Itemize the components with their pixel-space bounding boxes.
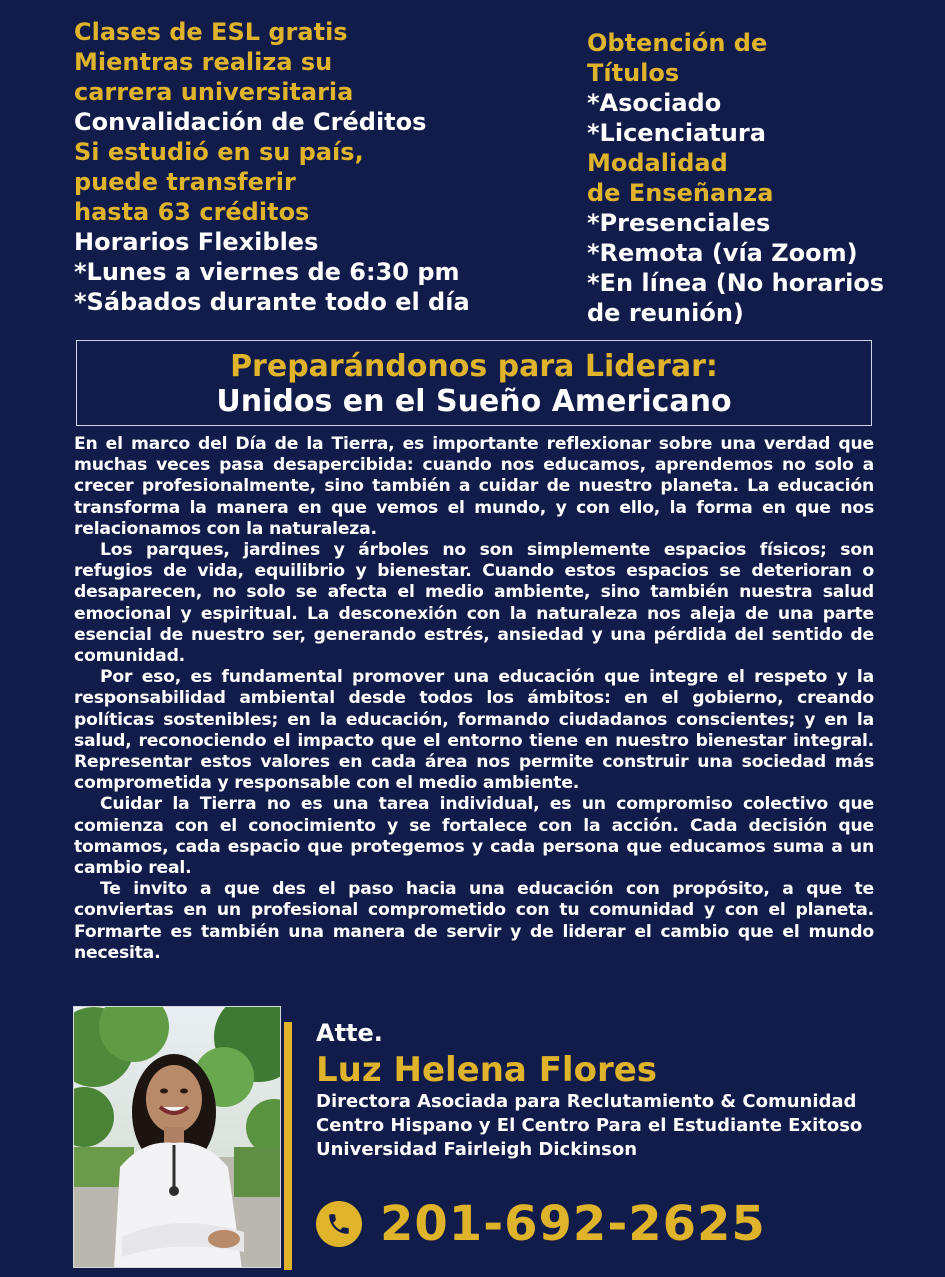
left-line: Clases de ESL gratis: [74, 18, 348, 46]
right-line: Títulos: [587, 59, 680, 87]
phone-icon: [316, 1201, 362, 1247]
right-line: *Asociado: [587, 89, 722, 117]
phone-number[interactable]: 201-692-2625: [380, 1196, 766, 1252]
left-info-column: [74, 17, 470, 317]
left-line: *Sábados durante todo el día: [74, 288, 470, 316]
left-line: puede transferir: [74, 168, 296, 196]
article-body: [74, 434, 874, 964]
headline-title: Preparándonos para Liderar:: [230, 349, 718, 384]
article-paragraph: Por eso, es fundamental promover una educación que integre el respeto y la responsabilidad ambiental desde todos los ámbitos: en el gobierno, creando políticas sostenibles; en la educación, formando ciudadanos conscientes; y en la salud, reconociendo el impacto que el entorno tiene en nuestro bienestar integral. Representar estos valores en cada área nos permite construir una sociedad más comprometida y responsable con el medio ambiente.: [74, 667, 874, 794]
right-line: Obtención de: [587, 29, 768, 57]
article-paragraph: En el marco del Día de la Tierra, es importante reflexionar sobre una verdad que muchas veces pasa desapercibida: cuando nos educamos, aprendemos no solo a crecer profesionalmente, sino también a cuidar de nuestro planeta. La educación transforma la manera en que vemos el mundo, y con ello, la forma en que nos relacionamos con la naturaleza.: [74, 434, 874, 539]
author-title: Directora Asociada para Reclutamiento & Comunidad: [316, 1091, 857, 1112]
author-university: Universidad Fairleigh Dickinson: [316, 1139, 638, 1160]
right-info-column: [587, 28, 884, 328]
author-photo: [73, 1006, 281, 1268]
right-line: Modalidad: [587, 149, 728, 177]
article-paragraph: Cuidar la Tierra no es una tarea individual, es un compromiso colectivo que comienza con el conocimiento y se fortalece con la acción. Cada decisión que tomamos, cada espacio que protegemos y cada persona que educamos suma a un cambio real.: [74, 794, 874, 879]
right-line: *Remota (vía Zoom): [587, 239, 858, 267]
salutation: Atte.: [316, 1019, 383, 1047]
left-line: hasta 63 créditos: [74, 198, 310, 226]
right-line: *Licenciatura: [587, 119, 766, 147]
left-line: Si estudió en su país,: [74, 138, 364, 166]
author-department: Centro Hispano y El Centro Para el Estudiante Exitoso: [316, 1115, 863, 1136]
right-line: de Enseñanza: [587, 179, 774, 207]
article-paragraph: Te invito a que des el paso hacia una educación con propósito, a que te conviertas en un profesional comprometido con tu comunidad y con el planeta. Formarte es también una manera de servir y de liderar el cambio que el mundo necesita.: [74, 879, 874, 963]
author-name: Luz Helena Flores: [316, 1050, 658, 1090]
headline-box: [76, 340, 872, 426]
divider-bar: [284, 1022, 292, 1270]
phone-contact: [316, 1194, 766, 1254]
signature-block: [316, 1018, 862, 1162]
left-line: carrera universitaria: [74, 78, 354, 106]
right-line: *En línea (No horarios: [587, 269, 885, 297]
article-paragraph: Los parques, jardines y árboles no son simplemente espacios físicos; son refugios de vida, equilibrio y bienestar. Cuando estos espacios se deterioran o desaparecen, no solo se afecta el medio ambiente, sino también nuestra salud emocional y espiritual. La desconexión con la naturaleza nos aleja de una parte esencial de nuestro ser, generando estrés, ansiedad y una pérdida del sentido de comunidad.: [74, 540, 874, 667]
left-line: *Lunes a viernes de 6:30 pm: [74, 258, 460, 286]
right-line: *Presenciales: [587, 209, 771, 237]
left-line: Horarios Flexibles: [74, 228, 319, 256]
headline-subtitle: Unidos en el Sueño Americano: [216, 384, 732, 419]
right-line: de reunión): [587, 299, 744, 327]
left-line: Convalidación de Créditos: [74, 108, 427, 136]
left-line: Mientras realiza su: [74, 48, 333, 76]
